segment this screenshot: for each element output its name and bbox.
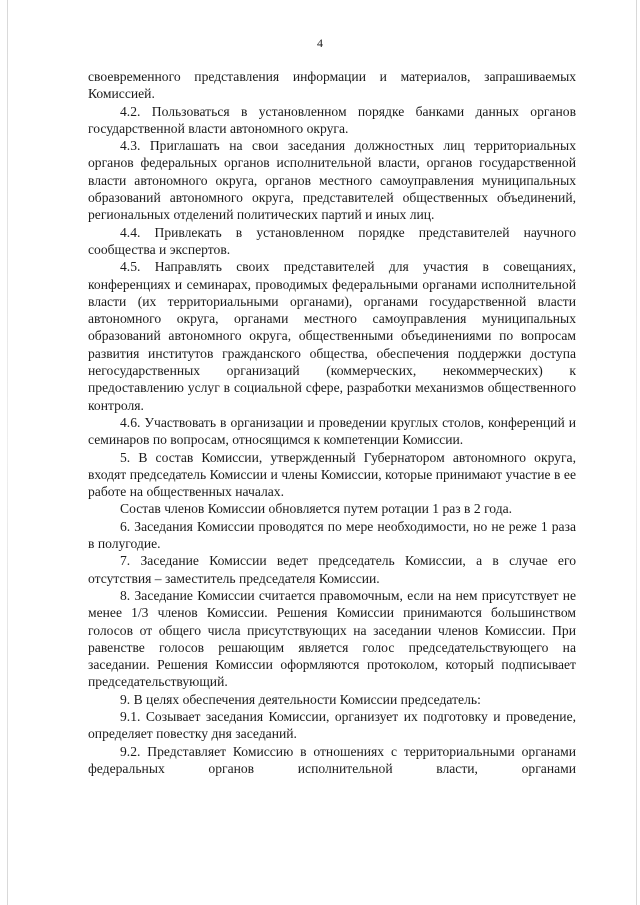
scan-edge-right <box>636 0 637 905</box>
paragraph: 4.2. Пользоваться в установленном порядке банками данных органов государственной власти автономного округа. <box>88 103 576 136</box>
paragraph: 4.5. Направлять своих представителей для участия в совещаниях, конференциях и семинарах, проводимых федеральными органами исполнительной власти (их территориальными органами), органами государственной власти автономного округа, органами местного самоуправления муниципальных образований автономного округа, общественными объединениями по вопросам развития институтов гражданского общества, обеспечения поддержки доступа негосударственных организаций (коммерческих, некоммерческих) к предоставлению услуг в социальной сфере, разработки механизмов общественного контроля. <box>88 259 576 413</box>
paragraph: 7. Заседание Комиссии ведет председатель Комиссии, а в случае его отсутствия – заместитель председателя Комиссии. <box>88 553 576 586</box>
paragraph: 9.1. Созывает заседания Комиссии, организует их подготовку и проведение, определяет повестку дня заседаний. <box>88 708 576 742</box>
paragraph: 6. Заседания Комиссии проводятся по мере необходимости, но не реже 1 раза в полугодие. <box>88 518 576 552</box>
paragraph: 4.3. Приглашать на свои заседания должностных лиц территориальных органов федеральных органов исполнительной власти, органов государственной власти автономного округа, органов местного самоуправления муниципальных образований автономного округа, представителей общественных объединений, региональных отделений политических партий и иных лиц. <box>88 138 576 223</box>
paragraph: 9.2. Представляет Комиссию в отношениях с территориальными органами федеральных органов исполнительной власти, органами <box>88 743 576 776</box>
paragraph: 5. В состав Комиссии, утвержденный Губернатором автономного округа, входят председатель Комиссии и члены Комиссии, которые принимают участие в ее работе на общественных началах. <box>88 449 576 500</box>
document-body <box>88 68 576 777</box>
paragraph: Состав членов Комиссии обновляется путем ротации 1 раз в 2 года. <box>120 501 513 517</box>
paragraph: 4.6. Участвовать в организации и проведении круглых столов, конференций и семинаров по вопросам, относящимся к компетенции Комиссии. <box>88 414 576 448</box>
page-number: 4 <box>317 36 323 50</box>
paragraph: своевременного представления информации и материалов, запрашиваемых Комиссией. <box>88 69 576 102</box>
paragraph: 9. В целях обеспечения деятельности Комиссии председатель: <box>120 691 481 707</box>
paragraph: 4.4. Привлекать в установленном порядке представителей научного сообщества и экспертов. <box>88 224 576 257</box>
paragraph: 8. Заседание Комиссии считается правомочным, если на нем присутствует не менее 1/3 членов Комиссии. Решения Комиссии принимаются большинством голосов от общего числа присутствующих на заседании членов Комиссии. При равенстве голосов решающим является голос председательствующего на заседании. Решения Комиссии оформляются протоколом, который подписывает председательствующий. <box>88 587 576 690</box>
scan-edge-left <box>7 0 8 905</box>
